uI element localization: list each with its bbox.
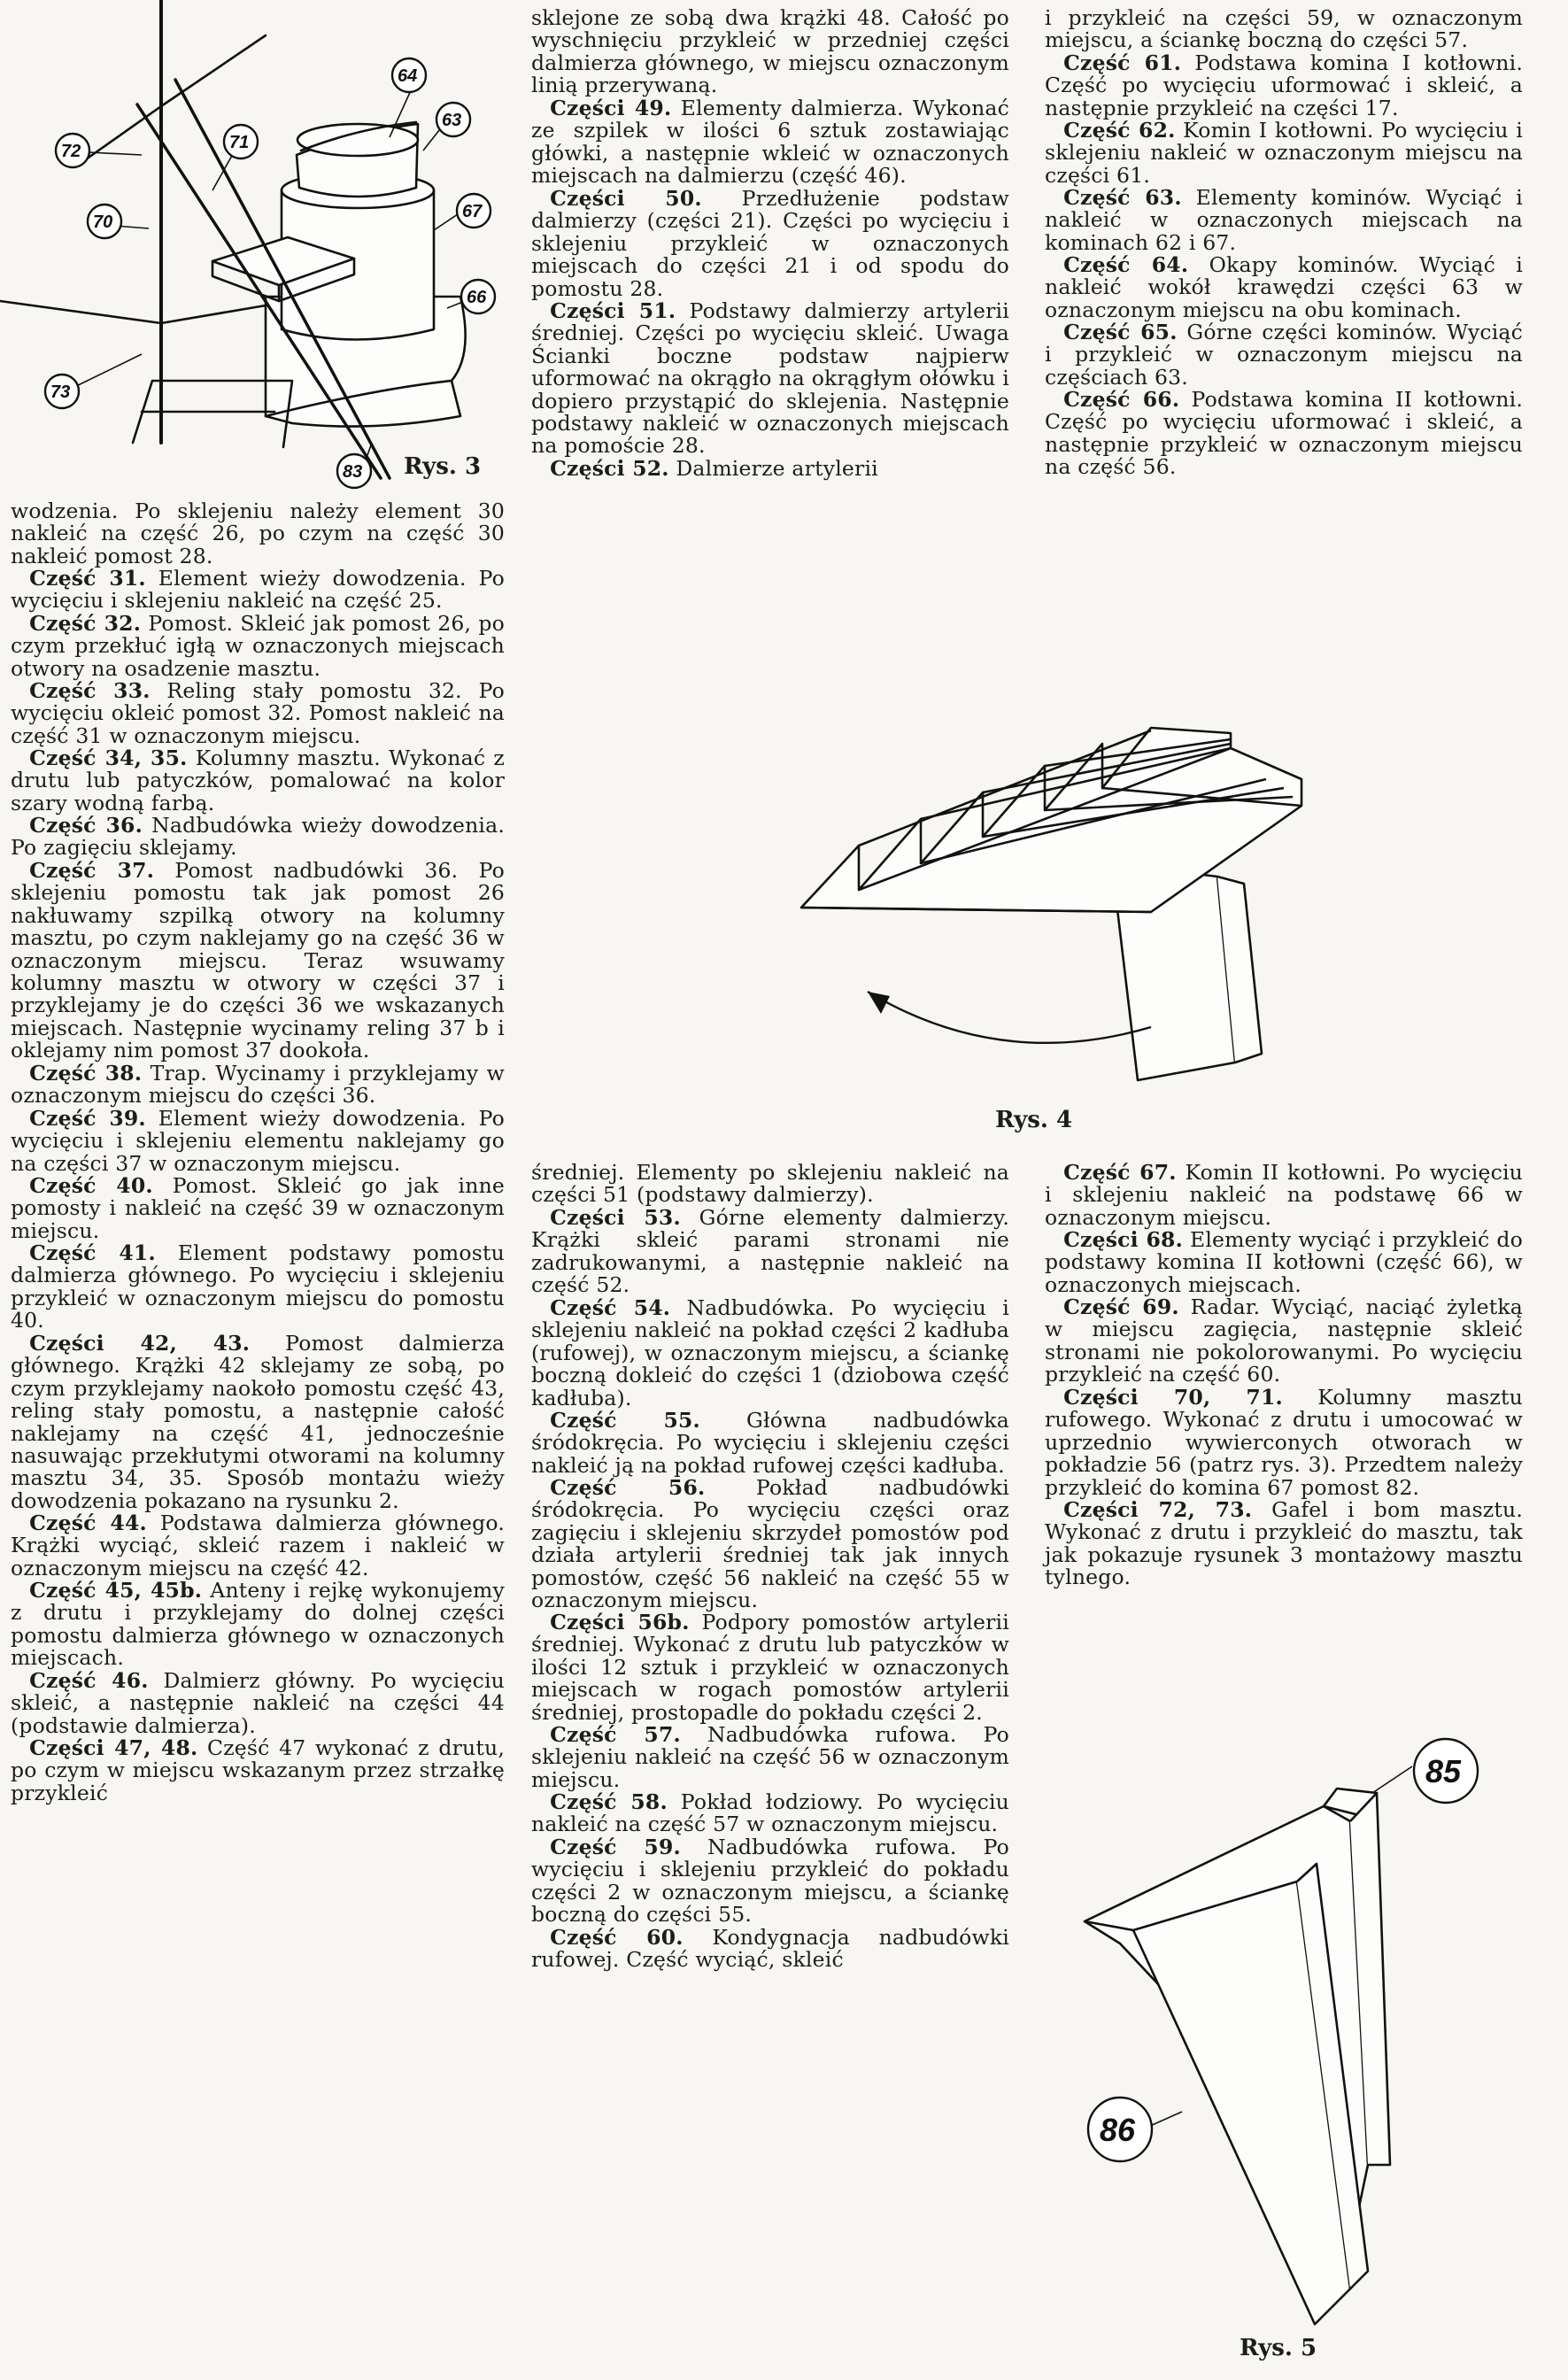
part-heading: Część 57. — [550, 1722, 681, 1747]
part-text: Trap. Wycinamy i przyklejamy w oznaczonym miejscu do części 36. — [11, 1061, 505, 1109]
part-text: średniej. Elementy po sklejeniu nakleić na części 51 (podstawy dalmierzy). — [531, 1160, 1009, 1208]
paragraph — [11, 680, 505, 747]
part-heading: Część 65. — [1063, 320, 1178, 344]
part-heading: Część 45, 45b. — [29, 1578, 203, 1603]
part-text: Część 47 wykonać z drutu, po czym w miejscu wskazanym przez strzałkę przykleić — [11, 1735, 505, 1805]
figure-4-caption: Rys. 4 — [995, 1107, 1073, 1133]
part-text: Podstawy dalmierzy artylerii średniej. Części po wycięciu skleić. Uwaga Ścianki boczne podstaw najpierw uformować na okrągło na okrągłym ołówku i dopiero przystąpić do sklejenia. Następnie podstawy nakleić w oznaczonych miejscach na pomoście 28. — [531, 298, 1009, 459]
svg-text:64: 64 — [398, 66, 418, 86]
part-heading: Część 67. — [1063, 1160, 1177, 1185]
paragraph — [531, 97, 1009, 188]
figure-4-radar-drawing — [735, 691, 1425, 1080]
paragraph — [1045, 1229, 1523, 1296]
callout-71 — [224, 125, 258, 158]
part-text: Okapy kominów. Wyciąć i nakleić wokół krawędzi części 63 w oznaczonym miejscu na obu kominach. — [1045, 252, 1524, 322]
part-text: Pokład łodziowy. Po wycięciu nakleić na część 57 w oznaczonym miejscu. — [531, 1789, 1009, 1837]
callout-85 — [1414, 1739, 1478, 1803]
part-text: Pomost. Skleić jak pomost 26, po czym przekłuć igłą w oznaczonych miejscach otwory na osadzenie masztu. — [11, 611, 506, 681]
paragraph — [11, 860, 505, 1062]
part-heading: Część 32. — [29, 611, 142, 636]
part-text: Komin I kotłowni. Po wycięciu i sklejeniu nakleić w oznaczonym miejscu na części 61. — [1045, 118, 1523, 188]
paragraph — [1045, 1162, 1523, 1229]
part-text: Górne elementy dalmierzy. Krążki skleić parami stronami nie zadrukowanymi, a następnie nakleić na część 52. — [531, 1205, 1009, 1298]
part-heading: Część 37. — [29, 858, 155, 883]
part-text: Kolumny masztu. Wykonać z drutu lub patyczków, pomalować na kolor szary wodną farbą. — [11, 746, 505, 815]
paragraph — [11, 815, 505, 860]
part-heading: Część 61. — [1063, 50, 1182, 75]
svg-text:63: 63 — [442, 111, 462, 130]
paragraph — [1045, 1387, 1523, 1499]
paragraph — [531, 1297, 1009, 1410]
paragraph — [1045, 52, 1523, 120]
part-heading: Część 31. — [29, 566, 146, 591]
part-text: Przedłużenie podstaw dalmierzy (części 21). Części po wycięciu i sklejeniu przykleić w oznaczonych miejscach do części 21 i od spodu do pomostu 28. — [531, 186, 1009, 301]
paragraph — [531, 1927, 1009, 1972]
part-heading: Część 66. — [1063, 387, 1180, 412]
part-heading: Części 47, 48. — [29, 1735, 198, 1760]
svg-text:85: 85 — [1425, 1753, 1462, 1789]
part-text: Element wieży dowodzenia. Po wycięciu i sklejeniu nakleić na część 25. — [11, 566, 505, 614]
part-heading: Części 56b. — [550, 1610, 690, 1634]
part-heading: Część 38. — [29, 1061, 143, 1086]
part-text: Gafel i bom masztu. Wykonać z drutu i przykleić do masztu, tak jak pokazuje rysunek 3 montażowy masztu tylnego. — [1045, 1497, 1523, 1590]
part-heading: Część 64. — [1063, 252, 1189, 277]
part-heading: Części 51. — [550, 298, 676, 323]
part-heading: Część 60. — [550, 1925, 684, 1950]
paragraph — [531, 1162, 1009, 1207]
callout-67 — [457, 194, 490, 228]
part-heading: Części 53. — [550, 1205, 681, 1230]
part-heading: Część 63. — [1063, 185, 1182, 210]
part-text: Reling stały pomostu 32. Po wycięciu okleić pomost 32. Pomost nakleić na część 31 w oznaczonym miejscu. — [11, 678, 506, 748]
part-heading: Część 34, 35. — [29, 746, 188, 770]
part-text: Górne części kominów. Wyciąć i przykleić w oznaczonym miejscu na częściach 63. — [1045, 320, 1524, 390]
paragraph — [11, 500, 505, 568]
part-text: Podpory pomostów artylerii średniej. Wykonać z drutu lub patyczków w ilości 12 sztuk i przykleić w oznaczonych miejscach w rogach pomostów artylerii średniej, prostopadle do pokładu części 2. — [531, 1610, 1009, 1725]
paragraph — [11, 1108, 505, 1175]
part-heading: Część 44. — [29, 1511, 147, 1535]
paragraph — [531, 300, 1009, 458]
part-text: Anteny i rejkę wykonujemy z drutu i przyklejamy do dolnej części pomostu dalmierza głównego w oznaczonych miejscach. — [11, 1578, 506, 1671]
paragraph — [531, 1791, 1009, 1836]
svg-text:66: 66 — [467, 288, 487, 307]
paragraph — [531, 1207, 1009, 1297]
part-text: Pokład nadbudówki śródokręcia. Po wycięciu części oraz zagięciu i sklejeniu skrzydeł pomostów pod działa artylerii średniej tak jak innych pomostów, część 56 nakleić na część 55 w oznaczonym miejscu. — [531, 1475, 1010, 1613]
part-text: wodzenia. Po sklejeniu należy element 30 nakleić na część 26, po czym na część 30 nakleić pomost 28. — [11, 498, 505, 568]
paragraph — [531, 7, 1009, 97]
part-text: Nadbudówka. Po wycięciu i sklejeniu nakleić na pokład części 2 kadłuba (rufowej), w oznaczonym miejscu, a ściankę boczną dokleić do części 1 (dziobowa część kadłuba). — [531, 1295, 1010, 1410]
paragraph — [531, 188, 1009, 300]
part-text: Element wieży dowodzenia. Po wycięciu i sklejeniu elementu naklejamy go na części 37 w oznaczonym miejscu. — [11, 1106, 505, 1176]
paragraph — [531, 458, 1009, 480]
part-text: Komin II kotłowni. Po wycięciu i sklejeniu nakleić na podstawę 66 w oznaczonym miejscu. — [1045, 1160, 1523, 1230]
part-text: Dalmierz główny. Po wycięciu skleić, a następnie nakleić na części 44 (podstawie dalmierza). — [11, 1668, 505, 1738]
paragraph — [11, 568, 505, 613]
part-text: Elementy wyciąć i przykleić do podstawy komina II kotłowni (część 66), w oznaczonych miejscach. — [1045, 1227, 1523, 1297]
svg-text:86: 86 — [1100, 2112, 1136, 2148]
callout-70 — [88, 205, 121, 238]
paragraph — [531, 1410, 1009, 1477]
part-text: Pomost. Skleić go jak inne pomosty i nakleić na część 39 w oznaczonym miejscu. — [11, 1173, 506, 1243]
paragraph — [1045, 321, 1523, 389]
paragraph — [11, 1512, 505, 1580]
part-heading: Część 55. — [550, 1408, 700, 1433]
paragraph — [1045, 254, 1523, 321]
paragraph — [531, 1724, 1009, 1791]
part-heading: Część 69. — [1063, 1294, 1179, 1319]
part-text: Pomost nadbudówki 36. Po sklejeniu pomostu tak jak pomost 26 nakłuwamy szpilką otwory na kolumny masztu, po czym naklejamy go na część 36 w oznaczonym miejscu. Teraz wsuwamy kolumny masztu w otwory w części 37 i przyklejamy je do części 36 we wskazanych miejscach. Następnie wycinamy reling 37 b i oklejamy nim pomost 37 dookoła. — [11, 858, 505, 1063]
part-text: Dalmierze artylerii — [668, 456, 878, 481]
paragraph — [1045, 1499, 1523, 1589]
part-text: Podstawa dalmierza głównego. Krążki wyciąć, skleić razem i nakleić w oznaczonym miejscu na część 42. — [11, 1511, 505, 1580]
svg-text:73: 73 — [50, 382, 71, 402]
part-text: i przykleić na części 59, w oznaczonym miejscu, a ściankę boczną do części 57. — [1045, 5, 1523, 53]
part-text: Podstawa komina I kotłowni. Część po wycięciu uformować i skleić, a następnie przykleić na części 17. — [1045, 50, 1524, 120]
callout-72 — [56, 134, 89, 167]
part-text: sklejone ze sobą dwa krążki 48. Całość po wyschnięciu przykleić w przedniej części dalmierza głównego, w miejscu oznaczonym linią przerywaną. — [531, 5, 1009, 98]
paragraph — [531, 1477, 1009, 1611]
part-heading: Części 50. — [550, 186, 702, 211]
paragraph — [11, 1062, 505, 1108]
part-heading: Części 42, 43. — [29, 1331, 251, 1356]
part-heading: Części 49. — [550, 96, 672, 120]
part-heading: Część 46. — [29, 1668, 149, 1693]
figure-5-gaff-drawing — [1085, 1740, 1563, 2360]
callout-86 — [1088, 2098, 1152, 2161]
callout-64 — [392, 58, 426, 92]
callout-66 — [461, 280, 495, 313]
part-heading: Część 59. — [550, 1835, 681, 1859]
part-text: Nadbudówka wieży dowodzenia. Po zagięciu sklejamy. — [11, 813, 505, 861]
paragraph — [11, 1175, 505, 1242]
part-text: Podstawa komina II kotłowni. Część po wycięciu uformować i skleić, a następnie przykleić w oznaczonym miejscu na część 56. — [1045, 387, 1523, 480]
svg-text:71: 71 — [229, 133, 250, 152]
paragraph — [11, 747, 505, 815]
part-heading: Części 52. — [550, 456, 669, 481]
part-heading: Część 40. — [29, 1173, 153, 1198]
svg-text:70: 70 — [93, 212, 113, 232]
part-heading: Części 72, 73. — [1063, 1497, 1253, 1522]
callout-63 — [436, 103, 470, 136]
paragraph — [11, 1333, 505, 1512]
part-text: Elementy dalmierza. Wykonać ze szpilek w ilości 6 sztuk zostawiając główki, a następnie wkleić w oznaczonych miejscach na dalmierzu (część 46). — [531, 96, 1009, 189]
part-text: Radar. Wyciąć, naciąć żyletką w miejscu zagięcia, następnie skleić stronami nie pokolorowanymi. Po wycięciu przykleić na część 60. — [1045, 1294, 1523, 1387]
figure-3-caption: Rys. 3 — [404, 453, 482, 480]
paragraph — [1045, 389, 1523, 479]
figure-3-mast-drawing — [0, 0, 531, 487]
paragraph — [1045, 120, 1523, 187]
callout-73 — [45, 375, 79, 408]
part-heading: Część 41. — [29, 1240, 156, 1265]
paragraph — [11, 1242, 505, 1333]
part-text: Nadbudówka rufowa. Po wycięciu i sklejeniu przykleić do pokładu części 2 w oznaczonym miejscu, a ściankę boczną do części 55. — [531, 1835, 1010, 1928]
part-text: Nadbudówka rufowa. Po sklejeniu nakleić na część 56 w oznaczonym miejscu. — [531, 1722, 1010, 1792]
part-text: Pomost dalmierza głównego. Krążki 42 sklejamy ze sobą, po czym przyklejamy naokoło pomostu część 43, reling stały pomostu, a następnie całość naklejamy na część 41, jednocześnie nasuwając przekłutymi otworami na kolumny masztu 34, 35. Sposób montażu wieży dowodzenia pokazano na rysunku 2. — [11, 1331, 505, 1513]
part-heading: Część 54. — [550, 1295, 671, 1320]
svg-text:83: 83 — [343, 462, 363, 482]
paragraph — [11, 613, 505, 680]
svg-text:72: 72 — [61, 142, 81, 161]
paragraph — [11, 1670, 505, 1737]
paragraph — [531, 1836, 1009, 1927]
callout-83 — [337, 454, 371, 488]
paragraph — [1045, 1296, 1523, 1387]
part-heading: Część 58. — [550, 1789, 668, 1814]
part-heading: Część 56. — [550, 1475, 706, 1500]
paragraph — [11, 1737, 505, 1804]
part-text: Elementy kominów. Wyciąć i nakleić w oznaczonych miejscach na kominach 62 i 67. — [1045, 185, 1523, 255]
svg-text:67: 67 — [462, 202, 483, 221]
part-heading: Części 68. — [1063, 1227, 1183, 1252]
paragraph — [1045, 187, 1523, 254]
part-heading: Część 36. — [29, 813, 143, 838]
part-text: Kondygnacja nadbudówki rufowej. Część wyciąć, skleić — [531, 1925, 1009, 1973]
part-heading: Części 70, 71. — [1063, 1385, 1283, 1410]
paragraph — [1045, 7, 1523, 52]
paragraph — [531, 1611, 1009, 1724]
paragraph — [11, 1580, 505, 1670]
part-heading: Część 62. — [1063, 118, 1176, 143]
part-text: Element podstawy pomostu dalmierza głównego. Po wycięciu i sklejeniu przykleić w oznaczonym miejscu do pomostu 40. — [11, 1240, 505, 1333]
figure-5-caption: Rys. 5 — [1240, 2335, 1317, 2361]
part-heading: Część 33. — [29, 678, 151, 703]
part-text: Główna nadbudówka śródokręcia. Po wycięciu i sklejeniu części nakleić ją na pokład rufowej części kadłuba. — [531, 1408, 1010, 1478]
part-heading: Część 39. — [29, 1106, 146, 1131]
part-text: Kolumny masztu rufowego. Wykonać z drutu i umocować w uprzednio wywierconych otworach w pokładzie 56 (patrz rys. 3). Przedtem należy przykleić do komina 67 pomost 82. — [1045, 1385, 1523, 1500]
